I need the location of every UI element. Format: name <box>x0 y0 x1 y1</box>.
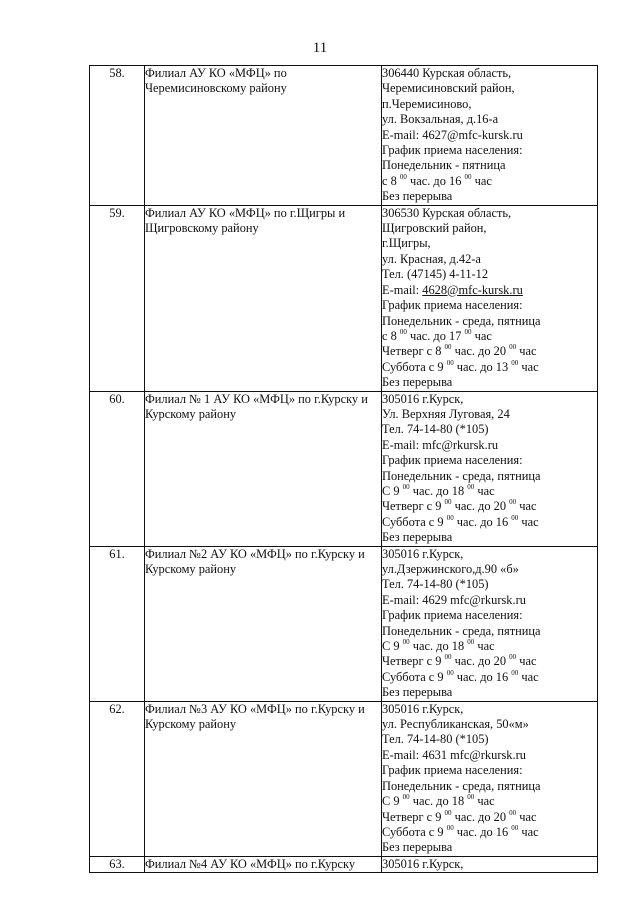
table-row <box>90 856 598 872</box>
info-line: Суббота с 9 $^{00}$ час. до 16 $^{00}$ час <box>382 823 539 839</box>
info-line: г.Щигры, <box>382 236 431 251</box>
info-line: E-mail: 4628@mfc-kursk.ru <box>382 282 523 297</box>
info-line: График приема населения: <box>382 763 523 778</box>
info-line: 305016 г.Курск, <box>382 856 464 871</box>
row-number: 59. <box>90 205 145 391</box>
row-number: 62. <box>90 701 145 856</box>
branch-name: Филиал АУ КО «МФЦ» по Черемисиновскому району <box>145 66 382 206</box>
branch-name: Филиал № 1 АУ КО «МФЦ» по г.Курску и Курскому району <box>145 391 382 546</box>
info-line: Четверг с 9 $^{00}$ час. до 20 $^{00}$ час <box>382 498 537 514</box>
info-line: ул. Вокзальная, д.16-а <box>382 112 499 127</box>
info-line: Суббота с 9 $^{00}$ час. до 16 $^{00}$ час <box>382 513 539 529</box>
info-line: 305016 г.Курск, <box>382 701 464 716</box>
info-line: Тел. (47145) 4-11-12 <box>382 267 489 282</box>
info-line: Без перерыва <box>382 685 453 700</box>
info-line: ул.Дзержинского,д.90 «б» <box>382 562 519 576</box>
info-line: 306440 Курская область, <box>382 66 512 80</box>
info-line: С 9 $^{00}$ час. до 18 $^{00}$ час <box>382 482 495 498</box>
info-line: E-mail: mfc@rkursk.ru <box>382 437 499 452</box>
info-line: 305016 г.Курск, <box>382 391 464 406</box>
info-line: с 8 $^{00}$ час. до 16 $^{00}$ час <box>382 172 492 188</box>
info-line: График приема населения: <box>382 143 523 158</box>
branch-contact-info <box>382 856 598 872</box>
info-line: 306530 Курская область, <box>382 205 512 220</box>
info-line: Понедельник - среда, пятница <box>382 313 541 328</box>
info-line: E-mail: 4629 mfc@rkursk.ru <box>382 592 526 607</box>
table-row <box>90 391 598 546</box>
info-line: График приема населения: <box>382 453 523 468</box>
info-line: Тел. 74-14-80 (*105) <box>382 732 489 747</box>
info-line: Тел. 74-14-80 (*105) <box>382 422 489 437</box>
row-number: 60. <box>90 391 145 546</box>
info-line: ул. Республиканская, 50«м» <box>382 717 529 732</box>
info-line: с 8 $^{00}$ час. до 17 $^{00}$ час <box>382 327 492 343</box>
row-number: 58. <box>90 66 145 206</box>
branches-table-body <box>90 66 598 873</box>
info-line: Четверг с 9 $^{00}$ час. до 20 $^{00}$ час <box>382 808 537 824</box>
page-number: 11 <box>312 40 328 56</box>
info-line: Черемисиновский район, <box>382 81 515 96</box>
table-row <box>90 205 598 391</box>
info-line: Без перерыва <box>382 840 453 855</box>
info-line: Без перерыва <box>382 375 453 390</box>
info-line: Четверг с 8 $^{00}$ час. до 20 $^{00}$ час <box>382 343 537 359</box>
branch-name: Филиал №4 АУ КО «МФЦ» по г.Курску <box>145 856 382 872</box>
branch-name: Филиал №3 АУ КО «МФЦ» по г.Курску и Курскому району <box>145 701 382 856</box>
table-row <box>90 546 598 701</box>
info-line: Без перерыва <box>382 530 453 545</box>
branch-contact-info <box>382 205 598 391</box>
info-line: 305016 г.Курск, <box>382 546 464 561</box>
info-line: п.Черемисиново, <box>382 96 472 111</box>
info-line: Ул. Верхняя Луговая, 24 <box>382 406 510 421</box>
branch-name: Филиал АУ КО «МФЦ» по г.Щигры и Щигровскому району <box>145 205 382 391</box>
row-number: 61. <box>90 546 145 701</box>
branch-contact-info <box>382 546 598 701</box>
info-line: Четверг с 9 $^{00}$ час. до 20 $^{00}$ час <box>382 653 537 669</box>
branches-table <box>89 65 598 873</box>
info-line: E-mail: 4627@mfc-kursk.ru <box>382 127 523 142</box>
info-line: Понедельник - среда, пятница <box>382 623 541 638</box>
branch-contact-info <box>382 701 598 856</box>
info-line: С 9 $^{00}$ час. до 18 $^{00}$ час <box>382 793 495 809</box>
info-line: Суббота с 9 $^{00}$ час. до 16 $^{00}$ час <box>382 668 539 684</box>
info-line: Без перерыва <box>382 189 453 204</box>
info-line: Понедельник - среда, пятница <box>382 778 541 793</box>
info-line: ул. Красная, д.42-а <box>382 251 481 266</box>
info-line: Суббота с 9 $^{00}$ час. до 13 $^{00}$ час <box>382 358 539 374</box>
info-line: График приема населения: <box>382 298 523 313</box>
branch-contact-info <box>382 391 598 546</box>
branch-contact-info <box>382 66 598 206</box>
branch-name: Филиал №2 АУ КО «МФЦ» по г.Курску и Курскому району <box>145 546 382 701</box>
info-line: График приема населения: <box>382 608 523 623</box>
row-number: 63. <box>90 856 145 872</box>
table-row <box>90 66 598 206</box>
info-line: Щигровский район, <box>382 221 487 236</box>
info-line: Тел. 74-14-80 (*105) <box>382 577 489 592</box>
info-line: Понедельник - среда, пятница <box>382 468 541 483</box>
info-line: С 9 $^{00}$ час. до 18 $^{00}$ час <box>382 638 495 654</box>
table-row <box>90 701 598 856</box>
info-line: Понедельник - пятница <box>382 158 506 173</box>
info-line: E-mail: 4631 mfc@rkursk.ru <box>382 747 526 762</box>
